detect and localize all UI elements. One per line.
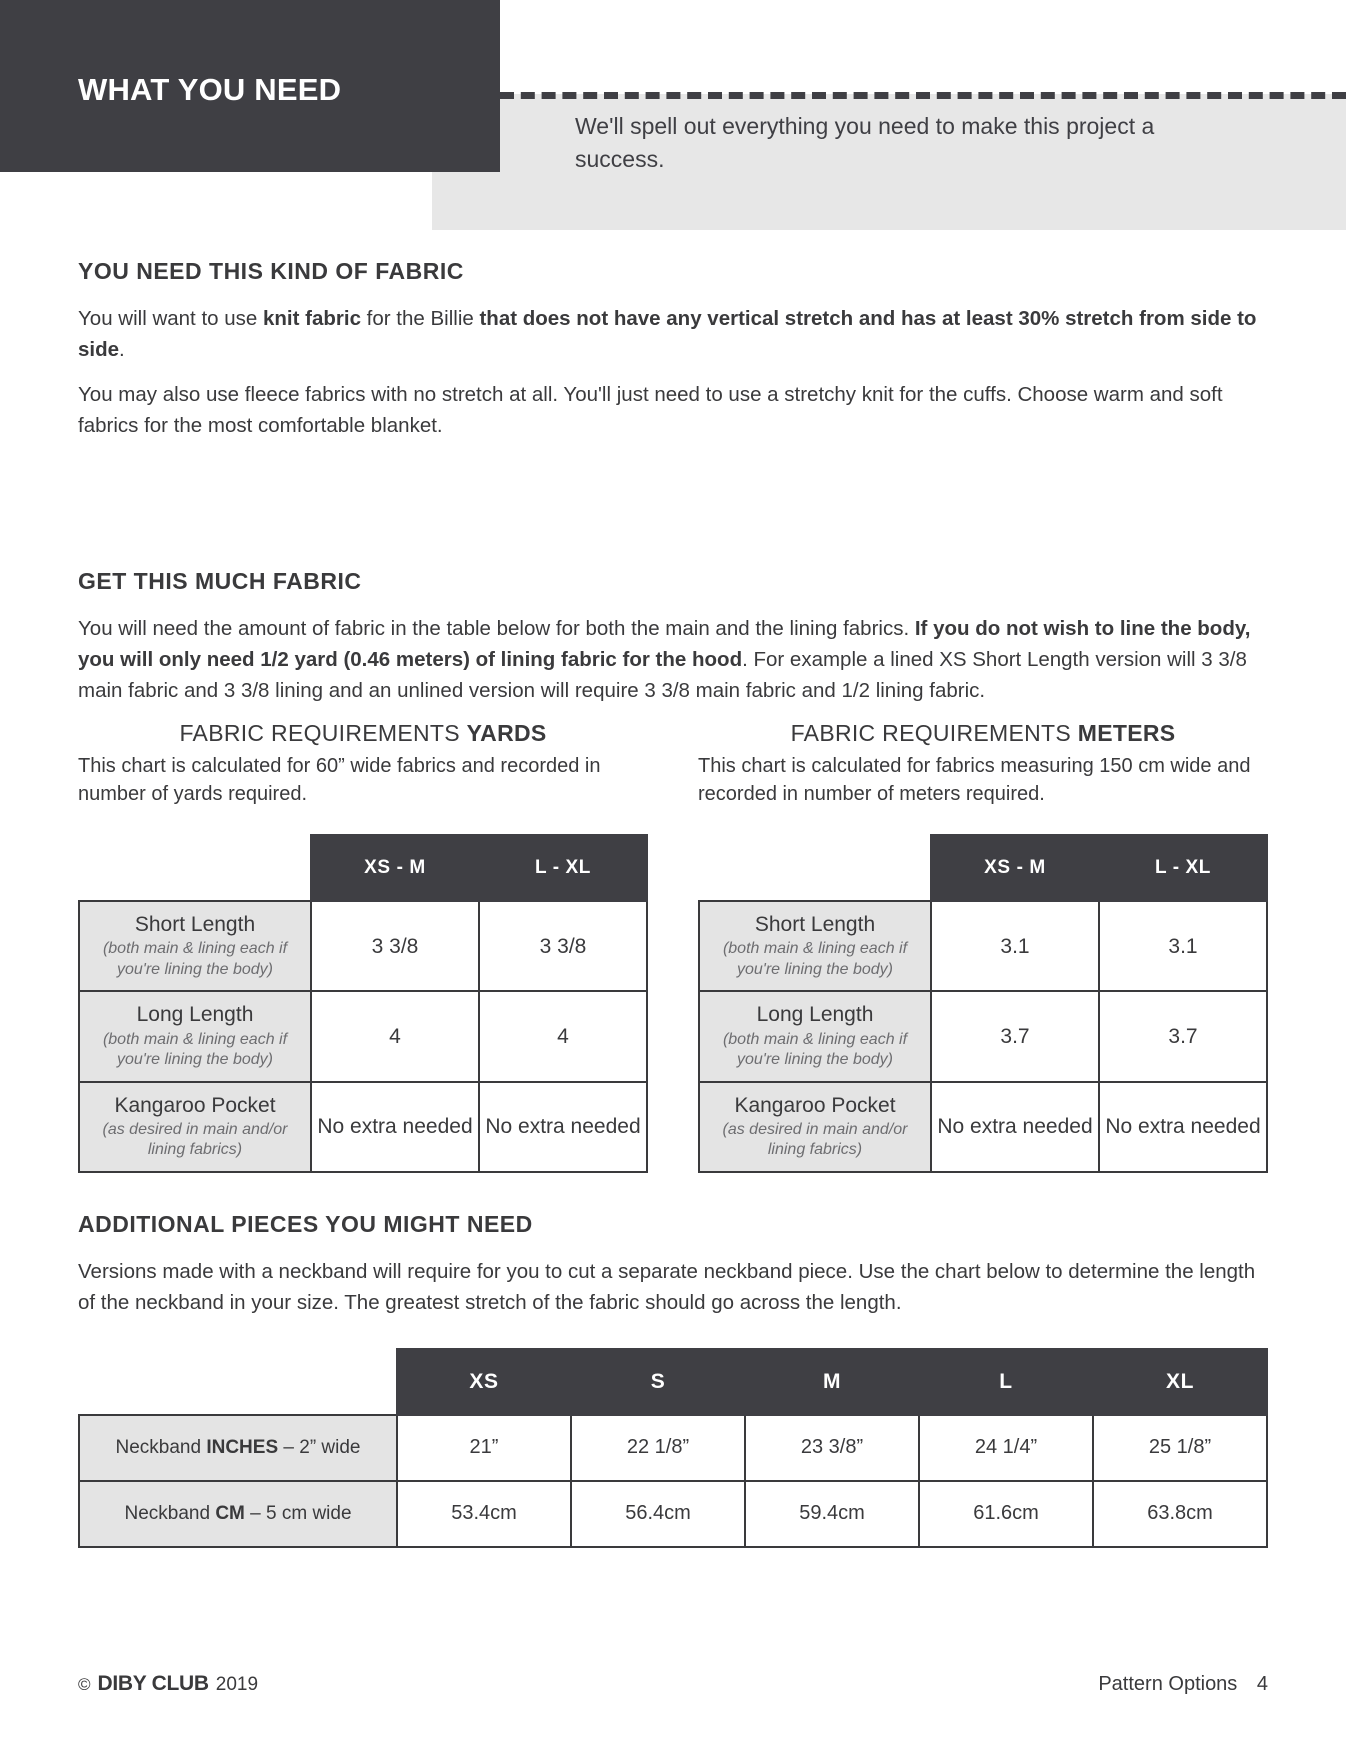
- row-label-main: Short Length: [134, 913, 256, 937]
- row-label-main: Long Length: [136, 1003, 254, 1027]
- footer-page-number: 4: [1256, 1673, 1268, 1695]
- row-label-note: (as desired in main and/or lining fabrics): [102, 1120, 288, 1159]
- row-label-suffix: – 5 cm wide: [244, 1502, 352, 1524]
- footer-section-label: Pattern Options: [1098, 1673, 1238, 1695]
- table-header-row: [79, 1349, 1267, 1415]
- header-subtitle: We'll spell out everything you need to make this project a success.: [575, 113, 1155, 172]
- cell-value: 3.7: [931, 991, 1099, 1081]
- chart-title-light: FABRIC REQUIREMENTS: [179, 720, 467, 747]
- chart-yards-title: [78, 720, 648, 747]
- row-label-short-length: [699, 901, 931, 991]
- column-header-xl: XL: [1093, 1349, 1267, 1415]
- cell-value: 4: [311, 991, 479, 1081]
- table-row: [699, 1082, 1267, 1172]
- column-header-s: S: [571, 1349, 745, 1415]
- column-header-xs: XS: [397, 1349, 571, 1415]
- text-run: for the Billie: [360, 307, 480, 330]
- row-label-suffix: – 2” wide: [278, 1436, 361, 1458]
- cell-value: 56.4cm: [571, 1481, 745, 1547]
- chart-yards: [78, 720, 648, 1173]
- chart-yards-description: This chart is calculated for 60” wide fabrics and recorded in number of yards required.: [78, 755, 601, 805]
- column-header-xs-m: XS - M: [931, 835, 1099, 901]
- table-corner-cell: [79, 1349, 397, 1415]
- cell-value: 61.6cm: [919, 1481, 1093, 1547]
- row-label-short-length: [79, 901, 311, 991]
- cell-value: No extra needed: [311, 1082, 479, 1172]
- paragraph-get-fabric-1: [78, 613, 1268, 706]
- table-row: [699, 991, 1267, 1081]
- row-label-note: (both main & lining each if you're lining the body): [722, 1030, 908, 1069]
- text-run-bold: If you do not wish to line the body, you will only need 1/2 yard (0.46 meters) of lining fabric for the hood: [78, 616, 1251, 671]
- column-header-l-xl: L - XL: [1099, 835, 1267, 901]
- fabric-requirement-charts: [78, 720, 1268, 1173]
- cell-value: No extra needed: [479, 1082, 647, 1172]
- heading-additional-pieces: ADDITIONAL PIECES YOU MIGHT NEED: [78, 1210, 533, 1237]
- row-label-main: Short Length: [754, 913, 876, 937]
- cell-value: 3.1: [1099, 901, 1267, 991]
- table-row: [79, 901, 647, 991]
- cell-value: 22 1/8”: [571, 1415, 745, 1481]
- chart-meters: [698, 720, 1268, 1173]
- cell-value: 53.4cm: [397, 1481, 571, 1547]
- chart-title-bold: YARDS: [466, 720, 547, 747]
- row-label-prefix: Neckband: [124, 1502, 216, 1524]
- cell-value: 59.4cm: [745, 1481, 919, 1547]
- paragraph-fabric-kind-2: You may also use fleece fabrics with no stretch at all. You'll just need to use a stretchy knit for the cuffs. Choose warm and soft fabrics for the most comfortable blanket.: [78, 383, 1223, 438]
- text-run-bold: that does not have any vertical stretch and has at least 30% stretch from side to side: [78, 307, 1257, 362]
- table-corner-cell: [699, 835, 931, 901]
- row-label-neckband-cm: [79, 1481, 397, 1547]
- text-run: You will need the amount of fabric in the table below for both the main and the lining fabrics.: [78, 616, 915, 640]
- row-label-neckband-inches: [79, 1415, 397, 1481]
- page-content: [78, 258, 1268, 1548]
- table-header-row: [79, 835, 647, 901]
- chart-title-light: FABRIC REQUIREMENTS: [790, 720, 1078, 747]
- chart-title-bold: METERS: [1077, 720, 1176, 747]
- row-label-prefix: Neckband: [115, 1436, 207, 1458]
- paragraph-fabric-kind-1: [78, 303, 1268, 365]
- table-row: [699, 901, 1267, 991]
- cell-value: 63.8cm: [1093, 1481, 1267, 1547]
- cell-value: No extra needed: [931, 1082, 1099, 1172]
- row-label-kangaroo-pocket: [699, 1082, 931, 1172]
- column-header-l: L: [919, 1349, 1093, 1415]
- table-neckband: [78, 1348, 1268, 1548]
- row-label-note: (both main & lining each if you're lining the body): [102, 1030, 288, 1069]
- cell-value: 24 1/4”: [919, 1415, 1093, 1481]
- heading-fabric-kind: YOU NEED THIS KIND OF FABRIC: [78, 258, 464, 284]
- text-run-bold: knit fabric: [263, 307, 361, 330]
- cell-value: 23 3/8”: [745, 1415, 919, 1481]
- header-dashed-rule: [500, 92, 1346, 99]
- row-label-kangaroo-pocket: [79, 1082, 311, 1172]
- cell-value: 3.1: [931, 901, 1099, 991]
- table-header-row: [699, 835, 1267, 901]
- column-header-l-xl: L - XL: [479, 835, 647, 901]
- row-label-main: Long Length: [756, 1003, 874, 1027]
- table-row: [79, 1415, 1267, 1481]
- cell-value: 4: [479, 991, 647, 1081]
- column-header-xs-m: XS - M: [311, 835, 479, 901]
- brand-year: 2019: [215, 1674, 259, 1695]
- table-row: [79, 1481, 1267, 1547]
- text-run: .: [119, 338, 125, 362]
- row-label-main: Kangaroo Pocket: [734, 1093, 896, 1117]
- table-row: [79, 991, 647, 1081]
- row-label-main: Kangaroo Pocket: [114, 1093, 276, 1117]
- chart-meters-description: This chart is calculated for fabrics measuring 150 cm wide and recorded in number of meters required.: [698, 755, 1251, 805]
- cell-value: 3 3/8: [479, 901, 647, 991]
- cell-value: No extra needed: [1099, 1082, 1267, 1172]
- footer-brand: [78, 1672, 258, 1696]
- brand-name: DIBY CLUB: [97, 1672, 209, 1695]
- copyright-icon: ©: [78, 1675, 91, 1694]
- text-run: You will want to use: [78, 307, 263, 330]
- table-corner-cell: [79, 835, 311, 901]
- row-label-unit: CM: [215, 1502, 245, 1524]
- row-label-long-length: [699, 991, 931, 1081]
- row-label-note: (both main & lining each if you're lining the body): [722, 940, 908, 978]
- page-header: [0, 0, 1346, 232]
- paragraph-additional-1: Versions made with a neckband will require for you to cut a separate neckband piece. Use the chart below to determine the length of the neckband in your size. The greatest stretch of the fabric should go across the length.: [78, 1259, 1256, 1314]
- chart-meters-title: [698, 720, 1268, 747]
- row-label-unit: INCHES: [206, 1436, 279, 1458]
- row-label-note: (both main & lining each if you're lining the body): [102, 940, 288, 978]
- cell-value: 3 3/8: [311, 901, 479, 991]
- page-title: WHAT YOU NEED: [78, 72, 342, 107]
- footer-page-info: [1098, 1673, 1268, 1696]
- neckband-chart: [78, 1348, 1268, 1548]
- cell-value: 21”: [397, 1415, 571, 1481]
- table-fabric-yards: [78, 834, 648, 1172]
- row-label-long-length: [79, 991, 311, 1081]
- row-label-note: (as desired in main and/or lining fabrics): [722, 1120, 908, 1159]
- heading-get-fabric: GET THIS MUCH FABRIC: [78, 567, 362, 594]
- column-header-m: M: [745, 1349, 919, 1415]
- page-footer: [78, 1672, 1268, 1696]
- text-run: . For example a lined XS Short Length version will 3 3/8 main fabric and 3 3/8 lining and an unlined version will require 3 3/8 main fabric and 1/2 lining fabric.: [78, 647, 1247, 702]
- table-row: [79, 1082, 647, 1172]
- table-fabric-meters: [698, 834, 1268, 1172]
- cell-value: 25 1/8”: [1093, 1415, 1267, 1481]
- cell-value: 3.7: [1099, 991, 1267, 1081]
